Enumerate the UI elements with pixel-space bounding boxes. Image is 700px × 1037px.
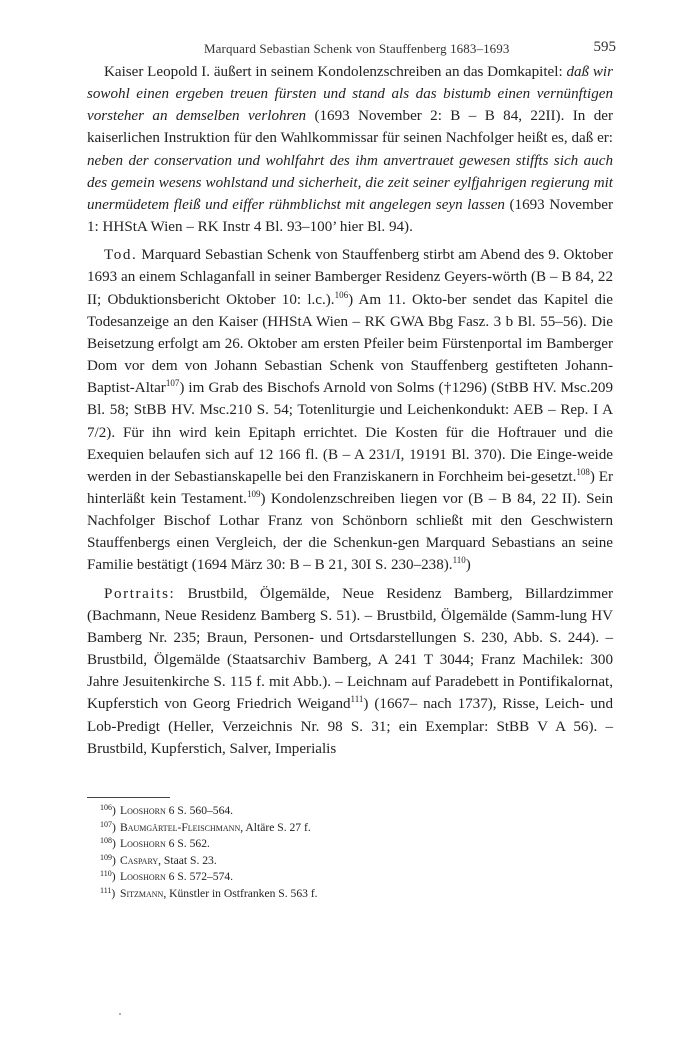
- footnote-number: 110: [100, 869, 112, 879]
- footnote-text: , Künstler in Ostfranken S. 563 f.: [163, 886, 318, 900]
- footnote-divider: [87, 797, 170, 798]
- footnote-item: $^{106}$) Looshorn 6 S. 560–564.: [100, 803, 234, 817]
- footnote-author: Looshorn: [120, 837, 166, 851]
- section-heading-tod: Tod.: [104, 247, 138, 264]
- quote-italic: neben der conservation und wohlfahrt des ihm anvertrauet gewesen stiffts sich auch des gemein wesens wohlstand und sicherheit, die zeit seiner eylfjahrigen regierung mit unermüdetem fleiß und eiffer rühmblichst mit angelegen seyn lassen: [87, 152, 613, 213]
- footnotes: [100, 803, 600, 903]
- footnote-ref[interactable]: 106: [334, 289, 349, 300]
- footnote-ref[interactable]: 110: [452, 555, 466, 566]
- footnote-item: $^{109}$) Caspary, Staat S. 23.: [100, 852, 217, 867]
- footnote-text: , Staat S. 23.: [158, 853, 217, 867]
- text-run: (1693 November 2: B – B 84, 22II). In der kaiserlichen Instruktion für den Wahlkommissar für seinen Nachfolger heißt es, daß er:: [87, 108, 613, 147]
- running-title: Marquard Sebastian Schenk von Stauffenberg 1683–1693: [204, 41, 510, 56]
- text-run: Brustbild, Ölgemälde, Neue Residenz Bamberg, Billardzimmer (Bachmann, Neue Residenz Bamberg S. 51). – Brustbild, Ölgemälde (Samm-lung HV Bamberg Nr. 235; Braun, Personen- und Ortsdarstellungen S. 230, Abb. S. 244). – Brustbild, Ölgemälde (Staatsarchiv Bamberg, A 241 T 3044; Franz Machilek: 300 Jahre Jesuitenkirche S. 115 f. mit Abb.). – Leichnam auf Paradebett in Pontifikalornat, Kupferstich von Georg Friedrich Weigand: [87, 585, 613, 713]
- footnote-ref[interactable]: 109: [246, 488, 261, 499]
- footnote-author: Looshorn: [120, 870, 166, 884]
- footnote-ref[interactable]: 108: [576, 466, 590, 477]
- footnote-number: 111: [100, 885, 112, 895]
- text-run: Kaiser Leopold I. äußert in seinem Kondolenzschreiben an das Domkapitel:: [104, 64, 567, 80]
- footnote-ref[interactable]: 107: [165, 378, 180, 389]
- footnote-ref[interactable]: 111: [350, 694, 364, 705]
- text-run: ) Er hinterläßt kein Testament.: [87, 468, 613, 507]
- paragraph-tod: [87, 244, 613, 576]
- quote-italic: daß wir sowohl einen ergeben treuen fürsten und stand als das bistumb einen vernünftigen vorsteher an demselben verlohren: [87, 64, 613, 125]
- text-run: ) Kondolenzschreiben liegen vor (B – B 84, 22 II). Sein Nachfolger Bischof Lothar Franz von Schönborn schließt mit den Geschwistern Stauffenbergs einen Vergleich, der die Schenkun-gen Marquard Sebastians an seine Familie bestätigt (1694 März 30: B – B 21, 30I S. 230–238).: [87, 490, 613, 574]
- scan-speck: [119, 1013, 121, 1015]
- footnote-number: 108: [100, 836, 112, 846]
- text-run: ) (1667– nach 1737), Risse, Leich- und Lob-Predigt (Heller, Verzeichnis Nr. 98 S. 31; ein Exemplar: StBB V A 56). – Brustbild, Kupferstich, Salver, Imperialis: [87, 696, 613, 757]
- paragraph-kondolenz: [87, 61, 613, 238]
- footnote-author: Baumgärtel-Fleischmann: [120, 820, 241, 834]
- footnote-number: 106: [100, 803, 112, 812]
- body-text: [87, 61, 613, 766]
- page-number: 595: [593, 39, 616, 55]
- text-run: ): [465, 557, 471, 574]
- footnote-item: $^{110}$) Looshorn 6 S. 572–574.: [100, 869, 234, 884]
- section-heading-portraits: Portraits:: [104, 585, 176, 602]
- footnote-author: Sitzmann: [120, 886, 164, 900]
- footnote-author: Looshorn: [120, 804, 166, 817]
- footnote-number: 109: [100, 852, 112, 862]
- footnote-item: $^{108}$) Looshorn 6 S. 562.: [100, 836, 210, 851]
- footnote-author: Caspary: [120, 853, 159, 867]
- footnote-text: , Altäre S. 27 f.: [240, 820, 311, 834]
- text-run: (1693 November 1: HHStA Wien – RK Instr 4 Bl. 93–100’ hier Bl. 94).: [87, 196, 613, 236]
- footnote-number: 107: [100, 819, 112, 829]
- footnote-item: $^{107}$) Baumgärtel-Fleischmann, Altäre S. 27 f.: [100, 819, 311, 834]
- text-run: ) Am 11. Okto-ber sendet das Kapitel die Todesanzeige an den Kaiser (HHStA Wien – RK GWA Bbg Fasz. 3 b Bl. 55–56). Die Beisetzung erfolgt am 26. Oktober am ersten Pfeiler beim Fürstenportal im Bamberger Dom vor dem von Johann Sebastian Schenk von Stauffenberg gestifteten Johann-Baptist-Altar: [87, 291, 613, 397]
- footnote-text: 6 S. 572–574.: [165, 870, 234, 884]
- text-run: Marquard Sebastian Schenk von Stauffenberg stirbt am Abend des 9. Oktober 1693 an einem Schlaganfall in seiner Bamberger Residenz Geyers-wörth (B – B 84, 22 II; Obduktionsbericht Oktober 10: l.c.).: [87, 247, 613, 308]
- footnote-text: 6 S. 562.: [165, 837, 210, 851]
- text-run: ) im Grab des Bischofs Arnold von Solms (†1296) (StBB HV. Msc.209 Bl. 58; StBB HV. Msc.210 S. 54; Totenliturgie und Leichenkondukt: AEB – Rep. I A 7/2). Für ihn wird kein Epitaph errichtet. Die Kosten für die Hoftrauer und die Exequien belaufen sich auf 12 166 fl. (B – A 231/I, 19191 Bl. 370). Die Einge-weide werden in der Sebastianskapelle bei den Franziskanern in Forchheim bei-gesetzt.: [87, 380, 613, 485]
- running-head: [0, 41, 700, 61]
- footnote-text: 6 S. 560–564.: [165, 804, 234, 817]
- paragraph-portraits: [87, 583, 613, 760]
- footnote-item: $^{111}$) Sitzmann, Künstler in Ostfranken S. 563 f.: [100, 885, 318, 900]
